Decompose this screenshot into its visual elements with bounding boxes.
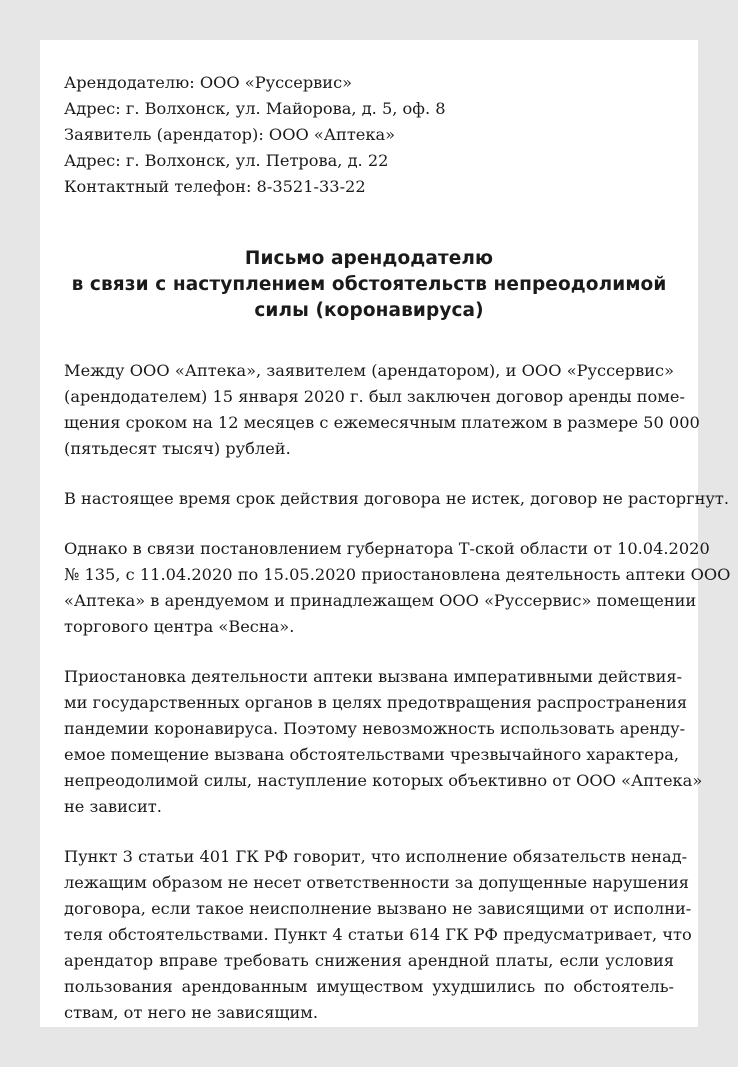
paragraph-line: № 135, с 11.04.2020 по 15.05.2020 приостановлена деятельность аптеки ООО — [64, 565, 731, 584]
contact-phone-line: Контактный телефон: 8-3521-33-22 — [64, 177, 366, 196]
paragraph-line: Между ООО «Аптека», заявителем (арендатором), и ООО «Руссервис» — [64, 361, 674, 380]
letter-title — [64, 246, 674, 324]
paragraph-line: ствам, от него не зависящим. — [64, 1003, 319, 1022]
paragraph-line: (арендодателем) 15 января 2020 г. был заключен договор аренды поме- — [64, 387, 685, 406]
title-line: силы (коронавируса) — [254, 300, 484, 321]
paragraph-line: Однако в связи постановлением губернатора Т-ской области от 10.04.2020 — [64, 539, 710, 558]
paragraph-line: ми государственных органов в целях предотвращения распространения — [64, 693, 688, 712]
paragraph-line: лежащим образом не несет ответственности за допущенные нарушения — [64, 873, 689, 892]
paragraph-line: непреодолимой силы, наступление которых объективно от ООО «Аптека» — [64, 771, 703, 790]
paragraph-suspension — [64, 536, 731, 640]
paragraph-line: Приостановка деятельности аптеки вызвана императивными действия- — [64, 667, 683, 686]
paragraph-line: теля обстоятельствами. Пункт 4 статьи 614 ГК РФ предусматривает, что — [64, 925, 692, 944]
paragraph-force-majeure — [64, 664, 703, 820]
paragraph-line: В настоящее время срок действия договора не истек, договор не расторгнут. — [64, 489, 729, 508]
paragraph-line: емое помещение вызвана обстоятельствами чрезвычайного характера, — [64, 745, 679, 764]
paragraph-line: арендатор вправе требовать снижения арендной платы, если условия — [64, 951, 674, 970]
paragraph-line: пользования арендованным имуществом ухудшились по обстоятель- — [64, 977, 674, 996]
paragraph-line: торгового центра «Весна». — [64, 617, 295, 636]
paragraph-line: щения сроком на 12 месяцев с ежемесячным платежом в размере 50 000 — [64, 413, 700, 432]
addressee-line: Арендодателю: ООО «Руссервис» — [64, 73, 353, 92]
paragraph-status — [64, 486, 729, 512]
paragraph-line: (пятьдесят тысяч) рублей. — [64, 439, 291, 458]
applicant-address-line: Адрес: г. Волхонск, ул. Петрова, д. 22 — [64, 151, 389, 170]
paragraph-legal-basis — [64, 844, 692, 1026]
paragraph-line: пандемии коронавируса. Поэтому невозможность использовать аренду- — [64, 719, 686, 738]
paragraph-line: договора, если такое неисполнение вызвано не зависящими от исполни- — [64, 899, 692, 918]
paragraph-line: «Аптека» в арендуемом и принадлежащем ООО «Руссервис» помещении — [64, 591, 697, 610]
title-line: в связи с наступлением обстоятельств непреодолимой — [71, 274, 667, 295]
paragraph-line: не зависит. — [64, 797, 162, 816]
addressee-block — [64, 70, 674, 200]
applicant-line: Заявитель (арендатор): ООО «Аптека» — [64, 125, 396, 144]
document-page — [40, 40, 731, 1027]
paragraph-line: Пункт 3 статьи 401 ГК РФ говорит, что исполнение обязательств ненад- — [64, 847, 688, 866]
title-line: Письмо арендодателю — [244, 248, 494, 269]
addressee-address-line: Адрес: г. Волхонск, ул. Майорова, д. 5, оф. 8 — [64, 99, 446, 118]
paragraph-contract — [64, 358, 700, 462]
